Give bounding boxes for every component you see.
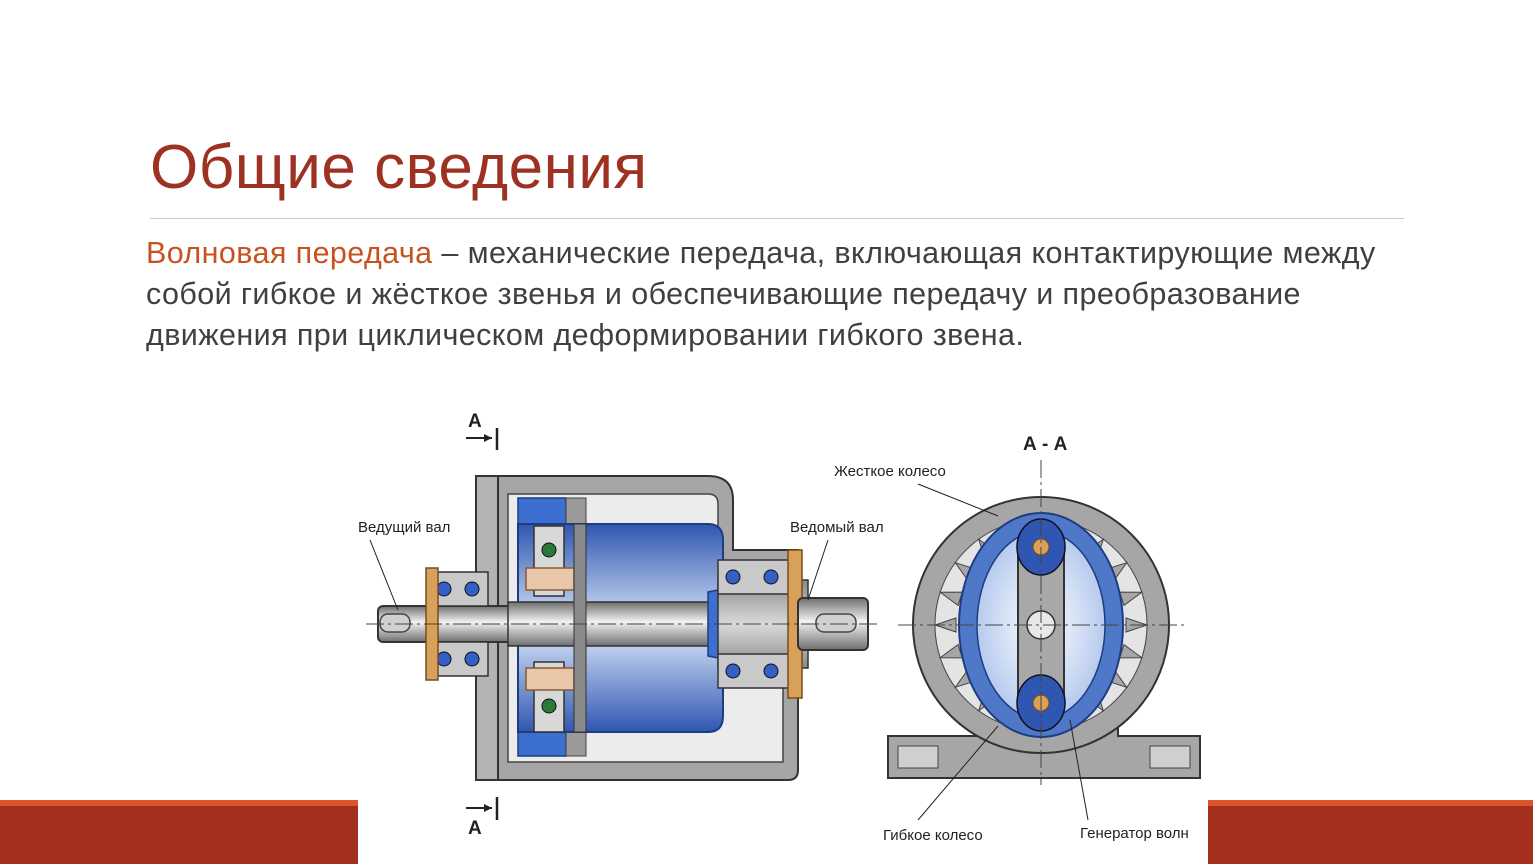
cross-section-view bbox=[834, 434, 1200, 844]
section-mark-top: А bbox=[468, 411, 482, 432]
slide-title: Общие сведения bbox=[150, 133, 648, 202]
label-flexible-wheel: Гибкое колесо bbox=[883, 827, 983, 844]
longitudinal-section bbox=[358, 411, 884, 839]
section-mark-bottom: А bbox=[468, 818, 482, 839]
label-driving-shaft: Ведущий вал bbox=[358, 519, 451, 536]
label-driven-shaft: Ведомый вал bbox=[790, 519, 884, 536]
footer-band-right bbox=[1208, 800, 1533, 864]
label-wave-generator: Генератор волн bbox=[1080, 825, 1189, 842]
definition-text: – механические передача, включающая контактирующие между собой гибкое и жёсткое звенья и обеспечивающие передачу и преобразование движения при циклическом деформировании гибкого звена. bbox=[146, 236, 1376, 352]
label-rigid-wheel: Жесткое колесо bbox=[834, 463, 946, 480]
term-highlight: Волновая передача bbox=[146, 236, 433, 270]
definition-paragraph bbox=[146, 233, 1436, 356]
wave-gear-diagram bbox=[358, 400, 1208, 864]
title-divider bbox=[150, 218, 1404, 219]
wave-gear-drawing bbox=[358, 400, 1208, 864]
label-section-aa: А - А bbox=[1023, 434, 1068, 455]
footer-band-left bbox=[0, 800, 358, 864]
